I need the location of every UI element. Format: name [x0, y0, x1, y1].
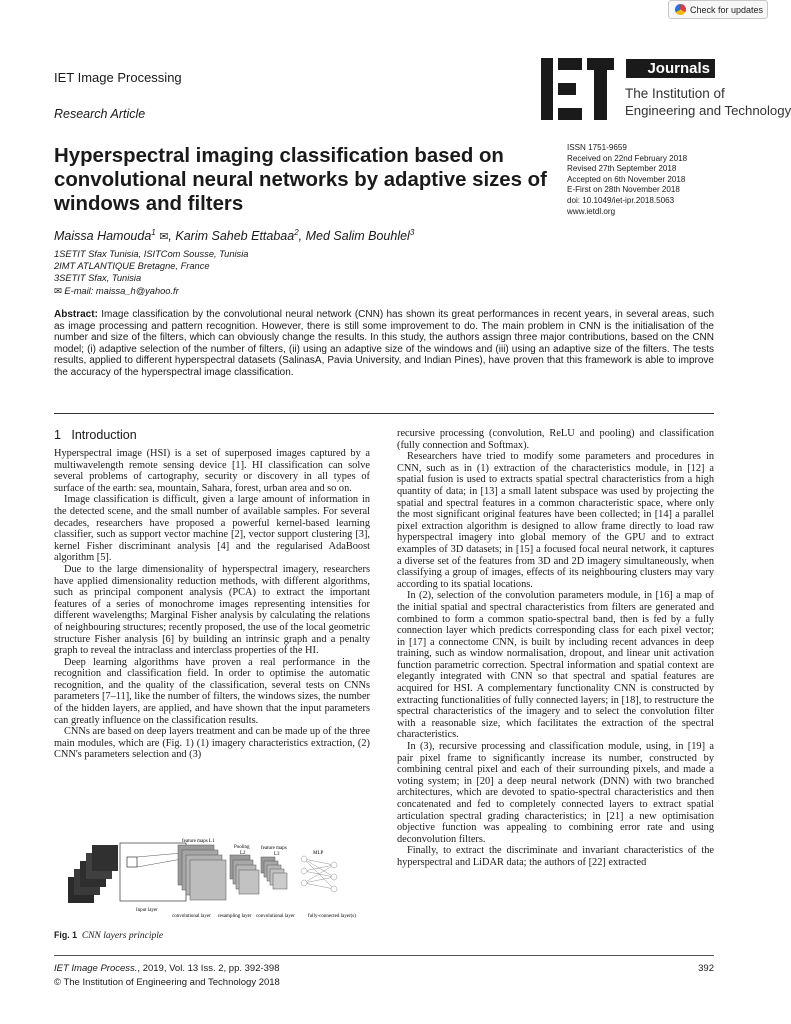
affiliation: 2IMT ATLANTIQUE Bretagne, France — [54, 261, 210, 272]
pooling-maps — [230, 855, 259, 894]
paragraph: CNNs are based on deep layers treatment and can be made up of the three main modules, which are (Fig. 1) (1) imagery characteristics extraction, (2) CNN's parameters selection and (3) — [54, 726, 370, 761]
paragraph: recursive processing (convolution, ReLU and pooling) and classification (fully connection and Softmax). — [397, 428, 714, 451]
section-number: 1 — [54, 428, 61, 442]
section-title: Introduction — [71, 428, 137, 442]
iet-logo-mark — [541, 58, 614, 120]
paragraph: Deep learning algorithms have proven a real performance in the recognition and classification field. In order to optimise the automatic recognition, and the quality of the classification, several tests on CNNs parameters [7–11], like the number of filters, the windows sizes, the number of the hidden layers, are applied, and have shown that the input parameters can greatly influence on the classification results. — [54, 656, 370, 726]
affiliations — [54, 248, 248, 297]
author-list: Maissa Hamouda$^1$ ✉, Karim Saheb Ettabaa$^2$, Med Salim Bouhlel$^3$ — [54, 228, 415, 244]
label-input-layer: Input layer — [136, 908, 158, 913]
efirst-date: E-First on 28th November 2018 — [567, 185, 680, 195]
paragraph: Researchers have tried to modify some parameters and procedures in CNN, such as in (1) extraction of the characteristics module, in [12] a spatial fusion is used to extracts spatial spectral characteristics from a high quantity of data; in [13] a small latent subspace was used by projecting the spatial and spectral features in a common characteristic space, where only the most significant original features have been collected; in [14] a parallel pixel extraction algorithm is designed to allow frame directly to load raw hyperspectral imagery into global memory of the GPU and to extract examples of 3D datasets; in [15] a focused focal neural network, it captures a diverse set of the features from 3D and 2D imagery simultaneously, when classifying a group of images, effects of its neighbouring clusters may vary according to its spatial locations. — [397, 451, 714, 590]
author-name: Maissa Hamouda — [54, 229, 152, 244]
doi: doi: 10.1049/iet-ipr.2018.5063 — [567, 195, 675, 205]
article-type: Research Article — [54, 107, 146, 121]
input-images — [68, 845, 118, 903]
abstract-text: Image classification by the convolutional neural network (CNN) has shown its great performances in recent years, in several areas, such as image processing and pattern recognition. However, there is still some improvement to do. The main problem in CNN is the initialisation of the number and size of the filters, which can obviously change the results. In this study, the authors assign three major contributions, based on the CNN model; (i) adaptive selection of the number of filters, (ii) using an adaptive size of the windows and (iii) using an adaptive size of the filters. The tests results, applied to different hyperspectral datasets (SalinasA, Pavia University, and Indian Pines), have proven that this framework is able to improve the accuracy of the hyperspectral image classification. — [54, 309, 715, 378]
page-number: 392 — [698, 963, 714, 974]
citation-journal: IET Image Process. — [54, 963, 138, 974]
footer-divider — [54, 955, 714, 956]
label-conv-layer-2: convolutional layer — [256, 914, 295, 919]
input-layer-box — [120, 843, 186, 901]
check-for-updates-label: Check for updates — [690, 4, 764, 15]
feature-maps-3 — [261, 857, 287, 889]
label-feature-maps-l1: feature maps L1 — [182, 839, 215, 844]
affiliation: 1SETIT Sfax Tunisia, ISITCom Sousse, Tunisia — [54, 249, 249, 259]
label-pooling: Pooling — [234, 845, 250, 850]
label-l3: L3 — [274, 852, 280, 857]
paragraph: In (2), selection of the convolution parameters module, in [16] a map of the initial spatial and spectral characteristics from filters are generated and combined to form a common spatio-spectral band, then is fed by a fully connection layer which predicts corresponding class for each pixel vector; in [17] a connectome CNN, is built by including recent advances in deep training, such as window normalisation, dropout, and linear unit activation function parametric correction. Spectral information and spatial context are elegantly integrated with CNN so that spectral and spatial features are acquired for HSI. A complementary functionality CNN is constructed by extracting functionalities of fully connected layers; in [18], to restructure the spectral characteristics of the imagery and to select the convolution filter with a reasonable size, which facilitates the extraction of the spectral characteristics. — [397, 590, 714, 741]
revised-date: Revised 27th September 2018 — [567, 164, 677, 174]
section-heading — [54, 428, 370, 442]
citation-details: , 2019, Vol. 13 Iss. 2, pp. 392-398 — [137, 963, 280, 974]
email: E-mail: maissa_h@yahoo.fr — [64, 285, 179, 296]
right-column — [397, 428, 714, 869]
institution-line-2: Engineering and Technology — [625, 103, 791, 118]
author-name: Med Salim Bouhlel — [305, 229, 410, 244]
footer-copyright: © The Institution of Engineering and Technology 2018 — [54, 977, 280, 988]
label-feature-maps: feature maps — [261, 846, 287, 851]
author-superscript: 1 — [151, 228, 156, 237]
figure-caption-text: CNN layers principle — [81, 931, 164, 941]
abstract — [54, 309, 714, 379]
abstract-label: Abstract: — [54, 309, 98, 320]
crossmark-icon — [675, 4, 686, 15]
check-for-updates-button[interactable] — [668, 0, 768, 19]
journal-name: IET Image Processing — [54, 70, 182, 85]
mlp-network — [301, 856, 337, 892]
received-date: Received on 22nd February 2018 — [567, 153, 688, 163]
author-name: Karim Saheb Ettabaa — [175, 229, 295, 244]
author-superscript: 3 — [409, 228, 415, 237]
paragraph: In (3), recursive processing and classification module, using, in [19] a pair pixel frame to significantly increase its number, constructed by combining central pixel and each of their surrounding pixels, and made a voting system; in [20] a deep neural network (DNN) with two branched architectures, which are devoted to spatio-spectral characteristics and then concatenated and fed to completely connected layers to extract spatial articulation spectral grading characteristics; in [21] a new optimisation objective function was appealing to combining error rate and using deconvolution filters. — [397, 741, 714, 845]
left-column — [54, 428, 370, 761]
paragraph: Due to the large dimensionality of hyperspectral imagery, researchers have applied dimensionality reduction methods, with different algorithms, such as principal component analysis (PCA) to extract the important features of a series of monochrome images representing intensities for different wavelengths; Marginal Fisher analysis by calculating the relations of neighbouring structures; recently proposed, the use of the local geometric structure Fisher analysis [6] by building an intrinsic graph and a penalty graph to reveal the intraclass and interclass properties of the HI. — [54, 563, 370, 657]
label-fully-connected: fully-connected layer(s) — [308, 914, 356, 919]
website: www.ietdl.org — [567, 206, 616, 216]
cnn-diagram — [54, 835, 370, 925]
institution-line-1: The Institution of — [625, 86, 725, 101]
envelope-icon: ✉ — [54, 285, 62, 296]
affiliation: 3SETIT Sfax, Tunisia — [54, 273, 142, 284]
label-mlp: MLP — [313, 851, 324, 856]
accepted-date: Accepted on 6th November 2018 — [567, 174, 686, 184]
section-divider — [54, 413, 714, 414]
figure-caption — [54, 930, 163, 941]
label-conv-layer-1: convolutional layer — [172, 914, 211, 919]
footer-citation — [54, 963, 280, 974]
label-resampling-layer: resampling layer — [218, 914, 252, 919]
label-l2: L2 — [240, 851, 246, 856]
paragraph: Image classification is difficult, given a large amount of information in the detected scene, and the small number of available samples. For several decades, researchers have proposed a powerful kernel-based learning classifier, such as support vector machine [2], vector support clustering [3], kernel Fisher discriminant analysis [4] and the regularised AdaBoost algorithm [5]. — [54, 494, 370, 564]
iet-logo — [541, 58, 791, 120]
envelope-icon: ✉ — [159, 231, 169, 244]
author-superscript: 2 — [294, 228, 299, 237]
figure-number: Fig. 1 — [54, 930, 77, 940]
paper-title: Hyperspectral imaging classification based on convolutional neural networks by adaptive sizes of windows and filters — [54, 145, 547, 215]
issn: ISSN 1751-9659 — [567, 143, 627, 152]
paragraph: Finally, to extract the discriminate and invariant characteristics of the hyperspectral and LiDAR data; the authors of [22] extracted — [397, 845, 714, 868]
paragraph: Hyperspectral image (HSI) is a set of superposed images captured by a multiwavelength remote sensing device [1]. HI classification can solve several problems of cartography, security or discovery in all types of surface of the earth: sea, mountain, Sahara, forest, urban area and so on. — [54, 448, 370, 494]
submission-info — [567, 143, 687, 217]
email-line — [54, 285, 248, 297]
journals-tag: Journals — [626, 59, 715, 78]
